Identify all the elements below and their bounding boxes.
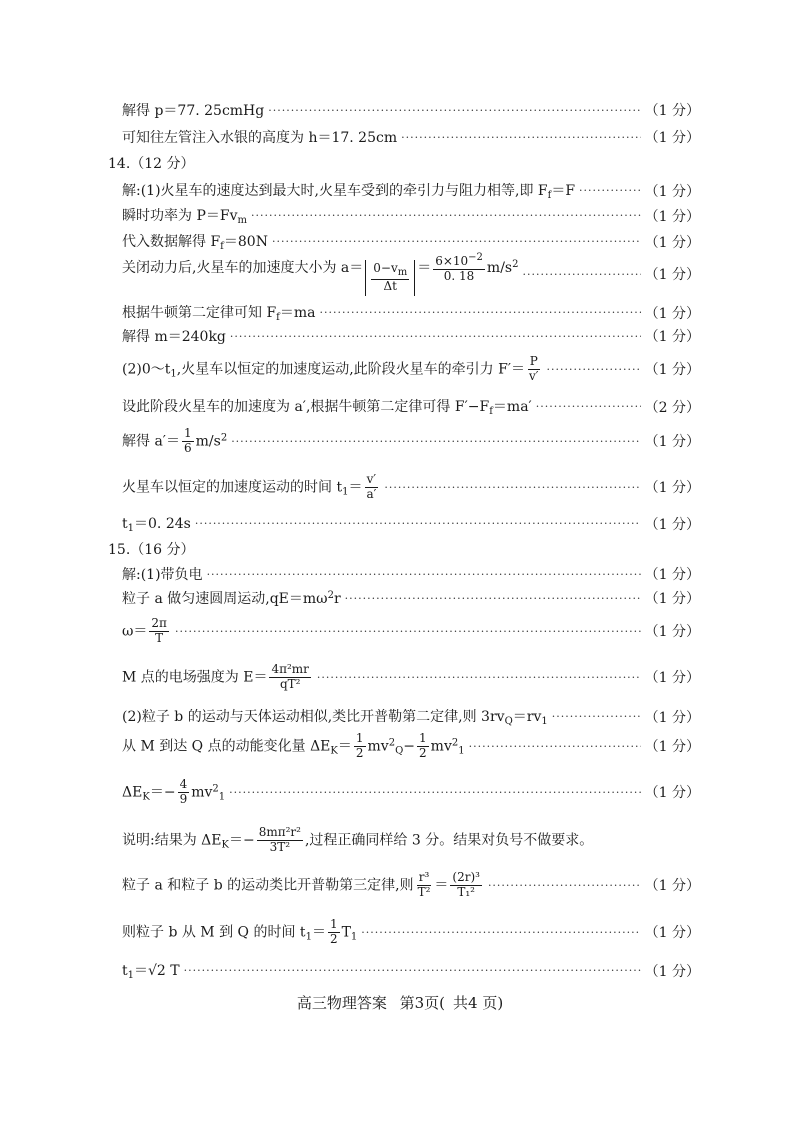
leader-dots (401, 131, 641, 144)
leader-dots (230, 330, 641, 343)
score: （1 分） (644, 480, 700, 496)
footer-subject: 高三物理答案 (296, 994, 387, 1012)
leader-dots (231, 435, 640, 448)
leader-dots (184, 964, 641, 977)
line-14-newton (122, 302, 700, 323)
leader-dots (579, 184, 641, 197)
leader-dots (272, 235, 641, 248)
line-14-part2-traction (122, 352, 700, 386)
score: （1 分） (644, 567, 700, 583)
line-text: $t_1=√2$ T (122, 963, 180, 981)
score: （1 分） (644, 709, 700, 726)
leader-dots (552, 710, 641, 723)
line-15-kinetic-change (122, 728, 700, 764)
line-text: 从 M 到达 Q 点的动能变化量 $\Delta E_K=$ $\frac{1}{2}$ $mv^2_Q-$ $\frac{1}{2}$ $mv^2_1$ (122, 730, 465, 760)
line-15-circular-motion (122, 588, 700, 608)
score: （1 分） (644, 516, 700, 533)
score: （1 分） (644, 434, 700, 450)
line-14-time-formula (122, 470, 700, 504)
leader-dots (229, 786, 641, 799)
line-15-kepler-second (122, 706, 700, 727)
line-text: ω＝ $\frac{2\pi}{T}$ (122, 615, 167, 645)
leader-dots (384, 481, 640, 494)
score: （1 分） (644, 785, 700, 801)
line-text: $t_1=0$. 24s (122, 516, 191, 534)
leader-dots (488, 879, 641, 892)
line-14-accel-value (122, 424, 700, 458)
leader-dots (361, 926, 640, 939)
leader-dots (317, 671, 641, 684)
line-14-time-value (122, 513, 700, 534)
line-15-kepler-third (122, 866, 700, 904)
line-text: $(2)0\sim t_1$,火星车以恒定的加速度运动,此阶段火星车的牵引力 F′＝ $\frac{P}{v'}$ (122, 353, 539, 383)
line-text: 关闭动力后,火星车的加速度大小为 a＝ $\frac{0-v_m}{\Delta t}$ ＝ $\frac{6\times 10^{-2}}{0. 18}$ $m/s^2$ (122, 252, 518, 295)
line-text: M 点的电场强度为 E＝ $\frac{\text{4π²mr}}{\text{qT²}}$ (122, 661, 309, 691)
page-footer (0, 992, 800, 1013)
leader-dots (195, 517, 641, 530)
line-text: 粒子 a 做匀速圆周运动$,qE=m\omega^2r$ (122, 590, 341, 607)
line-15-kinetic-value (122, 774, 700, 810)
question-number: 14.（12 分） (108, 156, 195, 172)
score: （1 分） (644, 591, 700, 607)
line-text: 可知往左管注入水银的高度为 h＝17. 25cm (122, 130, 398, 146)
line-15-time-half (122, 914, 700, 950)
line-text: 火星车以恒定的加速度运动的时间 $t_1=$ $\frac{v'}{a'}$ (122, 471, 377, 501)
line-14-accel-newton (122, 396, 700, 417)
score: （1 分） (644, 362, 700, 378)
line-14-max-speed (122, 180, 700, 201)
leader-dots (207, 568, 641, 581)
leader-dots (175, 625, 641, 638)
leader-dots (522, 268, 640, 281)
line-15-time-value (122, 960, 700, 981)
line-14-mass (122, 326, 700, 346)
leader-dots (469, 740, 641, 753)
line-14-friction (122, 231, 700, 252)
line-text: 解得 p＝77. 25cmHg (122, 103, 265, 119)
score: （1 分） (644, 305, 700, 322)
score: （2 分） (644, 399, 700, 416)
line-text: 设此阶段火星车的加速度为 a′,根据牛顿第二定律可得 $F'-F_f=ma'$ (122, 399, 532, 417)
line-text: 根据牛顿第二定律可知 $F_f=ma$ (122, 305, 316, 323)
leader-dots (320, 306, 641, 319)
leader-dots (536, 400, 641, 413)
score: （1 分） (644, 963, 700, 980)
score: （1 分） (644, 267, 700, 283)
score: （1 分） (644, 208, 700, 225)
footer-total: 共4 页) (453, 994, 504, 1012)
score: （1 分） (644, 739, 700, 755)
line-text: 解得 a′＝ $\frac{1}{6}$ $m/s^2$ (122, 425, 228, 455)
line-text: (2)粒子 b 的运动与天体运动相似,类比开普勒第二定律,则 $3rv_Q=rv_1$ (122, 709, 548, 727)
line-text: 粒子 a 和粒子 b 的运动类比开普勒第三定律,则 $\frac{\text{r³}}{\text{T²}}$ ＝ $\frac{\text{(2r)³}}{\text{T₁²}}$ (122, 869, 480, 899)
line-text: 则粒子 b 从 M 到 Q 的时间 $t_1=$ $\frac{1}{2}$ $T_1$ (122, 916, 358, 946)
line-mercury-height (122, 127, 700, 147)
score: （1 分） (644, 130, 700, 146)
score: （1 分） (644, 183, 700, 200)
line-15-charge (122, 564, 700, 584)
line-solve-p (122, 100, 700, 120)
footer-page: 第3页( (399, 994, 446, 1012)
line-14-deceleration (122, 254, 700, 294)
score: （1 分） (644, 329, 700, 345)
score: （1 分） (644, 925, 700, 941)
leader-dots (251, 209, 641, 222)
score: （1 分） (644, 878, 700, 894)
question-15-heading (108, 539, 686, 559)
line-text: 解:(1)火星车的速度达到最大时,火星车受到的牵引力与阻力相等,即 $F_f=F$ (122, 183, 576, 201)
leader-dots (547, 363, 641, 376)
line-15-field-strength (122, 660, 700, 694)
note-text: 说明:结果为 $\Delta E_K=-$ $\frac{\text{8mπ²r²}}{\text{3T²}}$ ,过程正确同样给 3 分。结果对负号不做要求。 (122, 824, 594, 854)
score: （1 分） (644, 234, 700, 251)
question-number: 15.（16 分） (108, 542, 195, 558)
line-text: 解得 m＝240kg (122, 329, 226, 345)
line-text: $\Delta E_K=-$ $\frac{4}{9}$ $mv^2_1$ (122, 776, 226, 806)
line-14-power (122, 205, 700, 226)
line-15-omega (122, 614, 700, 648)
line-text: 解:(1)带负电 (122, 567, 203, 583)
leader-dots (345, 592, 641, 605)
line-text: 代入数据解得 $F_f=80N$ (122, 234, 268, 252)
leader-dots (268, 104, 640, 117)
score: （1 分） (644, 670, 700, 686)
score: （1 分） (644, 624, 700, 640)
line-text: 瞬时功率为 $P=Fv_m$ (122, 208, 247, 226)
question-14-heading (108, 153, 686, 173)
score: （1 分） (644, 103, 700, 119)
line-15-note (122, 822, 700, 858)
